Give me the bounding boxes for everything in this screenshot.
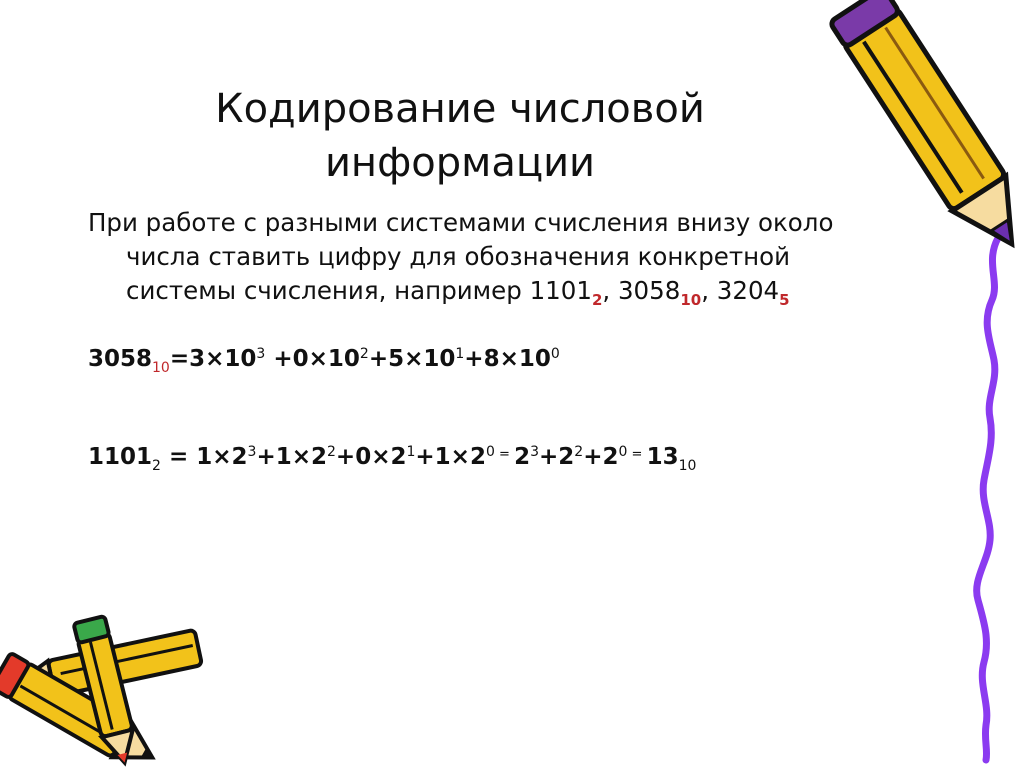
- example-2-number: 3058: [617, 276, 681, 305]
- f2-equals-1: =: [494, 447, 515, 462]
- f1-term-3: +5×10: [368, 346, 456, 372]
- separator-1: ,: [602, 276, 618, 305]
- f2-base: 2: [152, 458, 161, 474]
- f1-number: 3058: [88, 346, 153, 372]
- f2-exp-4: 0: [485, 444, 495, 460]
- f1-exp-1: 3: [256, 346, 266, 362]
- paragraph-line-1: При работе с разными системами счисления внизу около: [88, 208, 834, 237]
- paragraph-line-3: [88, 274, 908, 317]
- f2-exp-2: 2: [327, 444, 336, 460]
- f2-term-5: 2: [514, 444, 531, 470]
- f2-exp-7: 0: [618, 444, 628, 460]
- example-1-number: 1101: [529, 276, 592, 305]
- f2-exp-3: 1: [406, 444, 416, 460]
- f1-term-2: +0×10: [265, 346, 360, 372]
- example-2-base: 10: [680, 291, 702, 309]
- f2-term-2: +1×2: [256, 444, 327, 470]
- f2-term-7: +2: [583, 444, 619, 470]
- example-1-base: 2: [591, 291, 603, 309]
- f2-exp-6: 2: [574, 444, 584, 460]
- f1-term-4: +8×10: [464, 346, 551, 372]
- f2-number: 1101: [88, 444, 153, 470]
- f1-exp-3: 1: [455, 346, 465, 362]
- f2-term-6: +2: [539, 444, 575, 470]
- formula-binary-expansion: [88, 444, 696, 474]
- title-line-2: информации: [324, 140, 596, 186]
- f2-result-base: 10: [678, 458, 697, 474]
- f2-term-4: +1×2: [415, 444, 486, 470]
- f2-exp-5: 3: [530, 444, 539, 460]
- f1-exp-4: 0: [550, 346, 560, 362]
- f2-result: 13: [646, 444, 679, 470]
- intro-paragraph: [88, 206, 908, 317]
- separator-2: ,: [701, 276, 717, 305]
- f1-term-1: =3×10: [169, 346, 257, 372]
- page-title: [150, 82, 770, 190]
- formula-decimal-expansion: [88, 346, 560, 376]
- example-3-number: 3204: [716, 276, 780, 305]
- paragraph-line-3-text: системы счисления, например: [126, 276, 530, 305]
- paragraph-line-2: числа ставить цифру для обозначения конкретной: [126, 242, 791, 271]
- squiggle-line-icon: [977, 238, 998, 760]
- f1-base: 10: [152, 360, 170, 376]
- f2-equals-2: =: [627, 447, 647, 462]
- crossed-pencils-icon: [0, 616, 202, 767]
- example-3-base: 5: [779, 291, 790, 309]
- f2-exp-1: 3: [247, 444, 257, 460]
- f1-exp-2: 2: [359, 346, 369, 362]
- f2-term-3: +0×2: [335, 444, 407, 470]
- f2-term-1: = 1×2: [160, 444, 248, 470]
- title-line-1: Кодирование числовой: [215, 86, 705, 132]
